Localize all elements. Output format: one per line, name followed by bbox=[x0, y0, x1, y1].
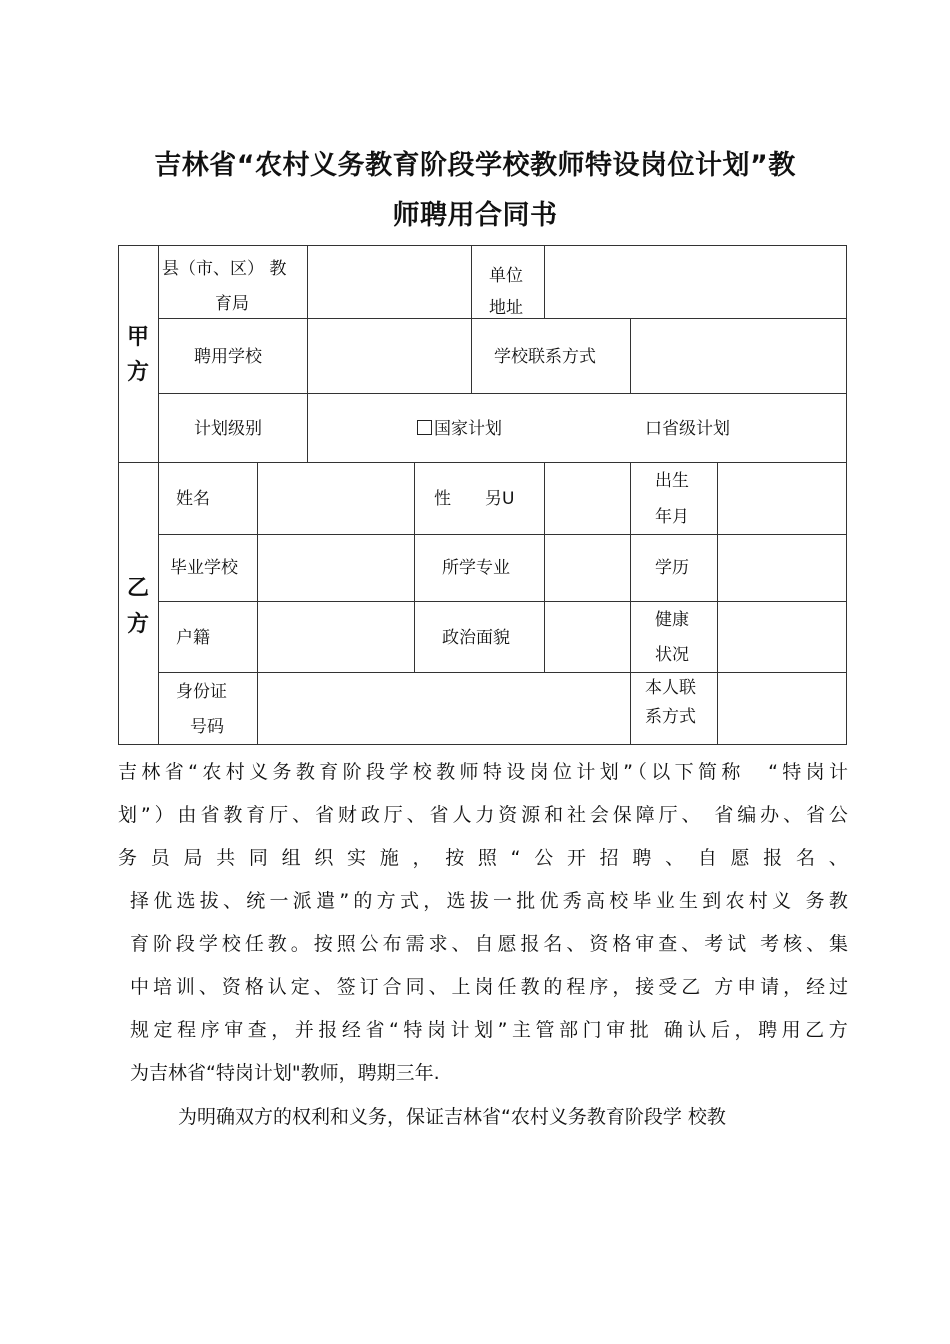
id-label-2: 号码 bbox=[190, 717, 224, 737]
table-border-left bbox=[118, 245, 119, 745]
table-border-bottom bbox=[118, 744, 847, 745]
body-line: 为吉林省“特岗计划"教师，聘期三年. bbox=[130, 1062, 440, 1084]
table-col-line bbox=[257, 462, 258, 745]
body-line: 育阶段学校任教。按照公布需求、自愿报名、资格审查、考试 考核、集 bbox=[130, 933, 853, 955]
hiring-school-label: 聘用学校 bbox=[194, 347, 262, 367]
plan-level-label: 计划级别 bbox=[194, 419, 262, 439]
body-line: 划”）由省教育厅、省财政厅、省人力资源和社会保障厅、 省编办、省公 bbox=[118, 804, 852, 826]
contact-label-1: 本人联 bbox=[645, 678, 696, 698]
party-b-label-1: 乙 bbox=[126, 576, 149, 601]
unit-address-label-2: 地址 bbox=[489, 298, 523, 318]
grad-school-label: 毕业学校 bbox=[170, 558, 238, 578]
table-border-top bbox=[118, 245, 847, 246]
body-line: 规定程序审查，并报经省“特岗计划”主管部门审批 确认后，聘用乙方 bbox=[130, 1019, 853, 1041]
provincial-plan-option[interactable]: 口省级计划 bbox=[645, 419, 730, 439]
major-label: 所学专业 bbox=[442, 558, 510, 578]
national-plan-checkbox[interactable] bbox=[417, 420, 432, 435]
table-col-line bbox=[414, 462, 415, 672]
unit-address-label-1: 单位 bbox=[489, 266, 523, 286]
table-col-line bbox=[630, 462, 631, 745]
party-a-label-2: 方 bbox=[126, 360, 149, 385]
gender-label: 性 另U bbox=[434, 489, 515, 509]
title-line-1: 吉林省“农村义务教育阶段学校教师特设岗位计划”教 bbox=[154, 150, 796, 181]
national-plan-option[interactable] bbox=[417, 414, 502, 444]
table-col-line bbox=[307, 245, 308, 463]
table-row-line bbox=[118, 462, 847, 463]
education-label: 学历 bbox=[655, 558, 689, 578]
household-label: 户籍 bbox=[176, 628, 210, 648]
table-row-line bbox=[158, 672, 847, 673]
birth-label-1: 出生 bbox=[655, 471, 689, 491]
birth-label-2: 年月 bbox=[655, 507, 689, 527]
party-a-label-1: 甲 bbox=[126, 325, 149, 350]
table-row-line bbox=[158, 534, 847, 535]
health-label-1: 健康 bbox=[655, 610, 689, 630]
name-label: 姓名 bbox=[176, 489, 210, 509]
national-plan-label: 国家计划 bbox=[434, 419, 502, 439]
table-col-line bbox=[544, 462, 545, 672]
body-line: 中培训、资格认定、签订合同、上岗任教的程序，接受乙 方申请，经过 bbox=[130, 976, 853, 998]
table-col-line bbox=[471, 245, 472, 394]
body-line: 吉林省“农村义务教育阶段学校教师特设岗位计划”（以下简称 “特岗计 bbox=[118, 761, 853, 783]
party-b-label-2: 方 bbox=[126, 612, 149, 637]
table-row-line bbox=[158, 601, 847, 602]
body-paragraph-start: 为明确双方的权利和义务，保证吉林省“农村义务教育阶段学 校教 bbox=[178, 1106, 726, 1128]
body-line: 择优选拔、统一派遣”的方式，选拔一批优秀高校毕业生到农村义 务教 bbox=[130, 890, 853, 912]
contact-label-2: 系方式 bbox=[645, 707, 696, 727]
table-col-line bbox=[630, 318, 631, 394]
table-col-line bbox=[717, 462, 718, 745]
table-col-line bbox=[158, 245, 159, 745]
table-col-line bbox=[544, 245, 545, 319]
body-line: 务 员 局 共 同 组 织 实 施 ， 按 照 “ 公 开 招 聘 、 自 愿 报 名 、 bbox=[118, 847, 852, 869]
id-label-1: 身份证 bbox=[176, 682, 227, 702]
political-label: 政治面貌 bbox=[442, 628, 510, 648]
health-label-2: 状况 bbox=[655, 645, 689, 665]
county-bureau-label-1: 县（市、区） 教 bbox=[162, 259, 287, 279]
table-border-right bbox=[846, 245, 847, 745]
table-row-line bbox=[158, 393, 847, 394]
title-line-2: 师聘用合同书 bbox=[392, 200, 558, 231]
school-contact-label: 学校联系方式 bbox=[494, 347, 596, 367]
county-bureau-label-2: 育局 bbox=[215, 294, 249, 314]
